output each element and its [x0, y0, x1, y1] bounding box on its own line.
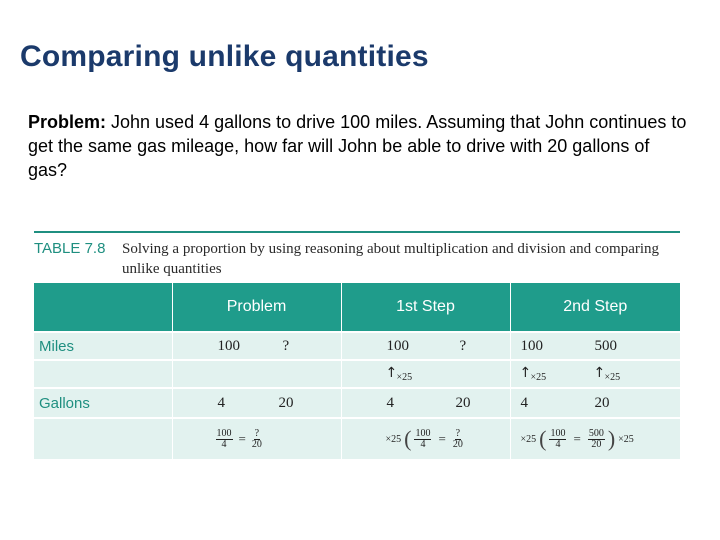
problem-fraction-right: $\frac{?}{20}$: [251, 427, 262, 450]
step2-arrow-cell: [510, 360, 680, 388]
problem-miles-a: 100: [217, 338, 240, 354]
table-figure: [34, 231, 680, 459]
problem-miles-cell: [172, 332, 341, 360]
step2-arrow-a-label: ×25: [530, 372, 547, 383]
header-2nd-step: 2nd Step: [510, 283, 680, 332]
step1-fraction-right: $\frac{?}{20}$: [452, 427, 463, 450]
problem-text: John used 4 gallons to drive 100 miles. Assuming that John continues to get the same gas mileage, how far will John be able to drive with 20 gallons of gas?: [28, 112, 687, 180]
problem-fraction-left: $\frac{100}{4}$: [216, 427, 232, 450]
fraction-row: [34, 418, 680, 459]
step2-curved-arrow-left-icon: (: [539, 426, 547, 451]
step1-gallons-a: 4: [386, 395, 394, 411]
step1-gallons-cell: [341, 388, 510, 418]
gallons-row: [34, 388, 680, 418]
step2-miles-cell: [510, 332, 680, 360]
step2-miles-b: 500: [594, 338, 617, 354]
problem-statement: [28, 110, 693, 182]
gallons-label: Gallons: [34, 388, 172, 418]
problem-gallons-cell: [172, 388, 341, 418]
problem-proportion-cell: [172, 418, 341, 459]
problem-gallons-a: 4: [217, 395, 225, 411]
step1-curved-arrow-icon: (: [404, 426, 412, 451]
step1-fraction-left: $\frac{100}{4}$: [415, 427, 431, 450]
table-caption: [34, 233, 680, 283]
header-1st-step: 1st Step: [341, 283, 510, 332]
slide-title: Comparing unlike quantities: [20, 40, 429, 73]
header-empty: [34, 283, 172, 332]
step2-gallons-a: 4: [520, 395, 528, 411]
step1-multiplier: ×25: [385, 433, 402, 445]
step1-miles-cell: [341, 332, 510, 360]
step2-multiplier-left: ×25: [520, 433, 537, 445]
header-problem: Problem: [172, 283, 341, 332]
step2-up-arrow-a-icon: ↑: [519, 365, 532, 381]
miles-label: Miles: [34, 332, 172, 360]
step2-proportion-cell: [510, 418, 680, 459]
step2-multiplier-right: ×25: [618, 433, 634, 445]
table-caption-text: Solving a proportion by using reasoning about multiplication and division and comparing unlike quantities: [122, 241, 660, 277]
step1-arrow-label: ×25: [396, 372, 413, 383]
step1-equals: =: [438, 431, 446, 446]
step2-fraction-right: $\frac{500}{20}$: [588, 427, 604, 450]
problem-label: Problem:: [28, 112, 107, 132]
step2-gallons-cell: [510, 388, 680, 418]
problem-gallons-b: 20: [278, 395, 294, 411]
step1-miles-a: 100: [386, 338, 409, 354]
proportion-table: [34, 283, 680, 459]
step2-gallons-b: 20: [594, 395, 610, 411]
step2-up-arrow-b-icon: ↑: [593, 365, 606, 381]
arrow-row-label: [34, 360, 172, 388]
problem-miles-b: ?: [282, 338, 290, 354]
step2-miles-a: 100: [520, 338, 543, 354]
step2-equals: =: [573, 431, 581, 446]
fraction-row-label: [34, 418, 172, 459]
problem-equals: =: [238, 431, 246, 446]
step2-arrow-b-label: ×25: [604, 372, 621, 383]
step1-gallons-b: 20: [455, 395, 471, 411]
step2-fraction-left: $\frac{100}{4}$: [550, 427, 566, 450]
header-row: [34, 283, 680, 332]
step1-up-arrow-icon: ↑: [385, 365, 398, 381]
miles-row: [34, 332, 680, 360]
step1-arrow-cell: [341, 360, 510, 388]
step1-miles-b: ?: [459, 338, 467, 354]
table-label: TABLE 7.8: [34, 240, 106, 257]
step2-curved-arrow-right-icon: ): [607, 426, 616, 451]
step1-proportion-cell: [341, 418, 510, 459]
arrow-row: [34, 360, 680, 388]
problem-arrow-cell: [172, 360, 341, 388]
